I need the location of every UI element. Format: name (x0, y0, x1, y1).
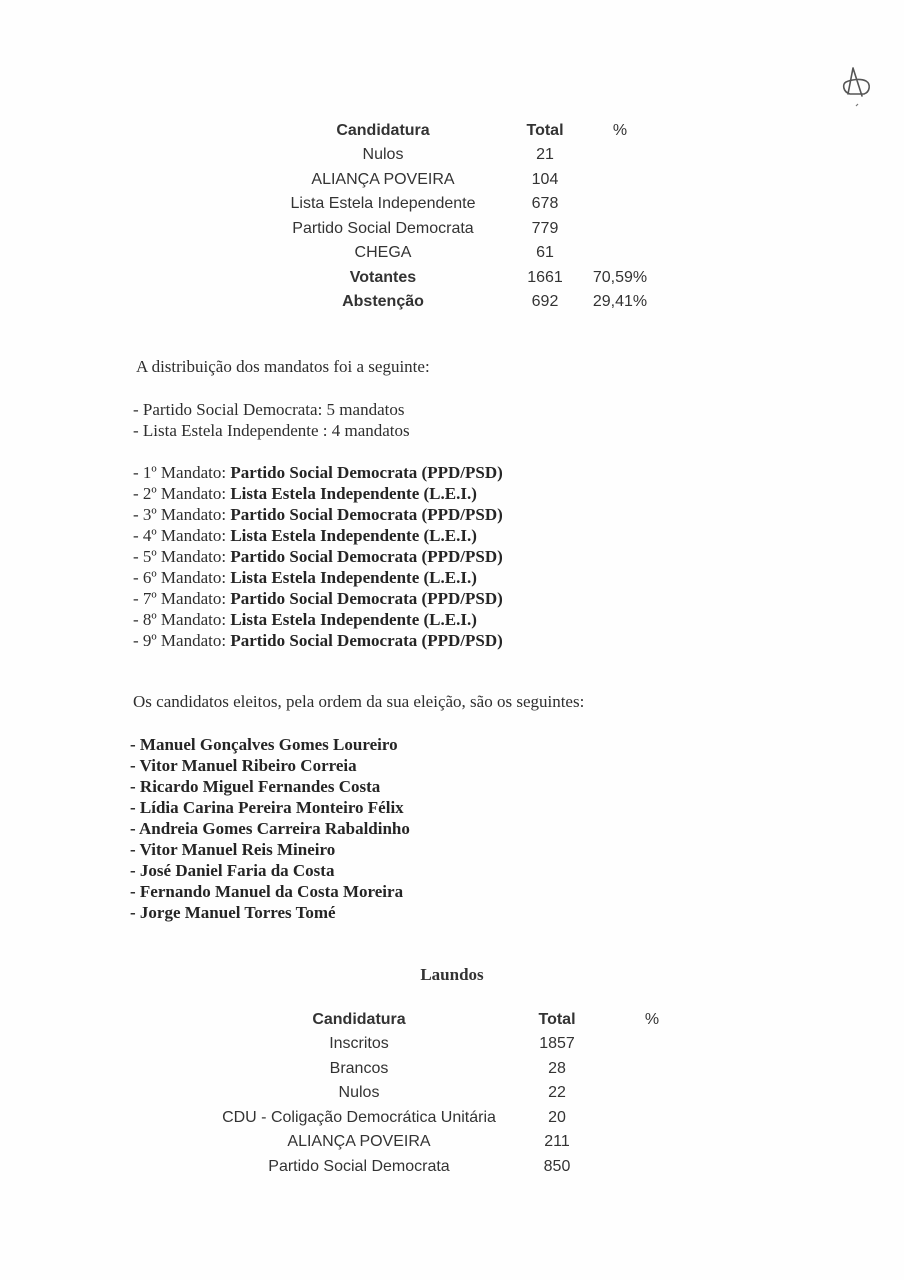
mandate-item (133, 546, 503, 567)
mandate-label: - 7º Mandato: (133, 589, 231, 608)
mandate-label: - 1º Mandato: (133, 463, 231, 482)
elected-name: - Vitor Manuel Ribeiro Correia (130, 756, 357, 775)
distribution-summary (133, 399, 410, 441)
row-percent: 70,59% (592, 269, 648, 286)
mandate-party: Partido Social Democrata (PPD/PSD) (230, 547, 503, 566)
row-name: Nulos (338, 1084, 380, 1101)
mandate-item (133, 525, 503, 546)
mandate-item (133, 630, 503, 651)
mandate-party: Partido Social Democrata (PPD/PSD) (230, 589, 503, 608)
header-candidatura: Candidatura (312, 1011, 406, 1028)
header-candidatura: Candidatura (336, 122, 430, 139)
elected-name: - Jorge Manuel Torres Tomé (130, 903, 336, 922)
row-name: Brancos (329, 1060, 389, 1077)
row-total: 1857 (539, 1035, 575, 1052)
elected-name: - José Daniel Faria da Costa (130, 861, 335, 880)
mandate-label: - 6º Mandato: (133, 568, 231, 587)
mandate-item (133, 504, 503, 525)
mandate-party: Lista Estela Independente (L.E.I.) (230, 568, 477, 587)
row-total: 850 (543, 1158, 571, 1175)
mandate-label: - 3º Mandato: (133, 505, 231, 524)
mandate-item (133, 567, 503, 588)
mandate-label: - 2º Mandato: (133, 484, 231, 503)
mandate-party: Partido Social Democrata (PPD/PSD) (230, 505, 503, 524)
mandate-list (133, 462, 503, 651)
section-title-laundos: Laundos (420, 965, 484, 984)
row-total: 21 (536, 146, 554, 163)
handwritten-initial-icon (840, 64, 874, 110)
row-name: Abstenção (342, 293, 424, 310)
row-total: 28 (548, 1060, 566, 1077)
elected-name: - Ricardo Miguel Fernandes Costa (130, 777, 381, 796)
mandate-party: Lista Estela Independente (L.E.I.) (230, 610, 477, 629)
header-total: Total (538, 1011, 576, 1028)
distribution-intro: A distribuição dos mandatos foi a seguinte: (136, 357, 430, 376)
elected-intro: Os candidatos eleitos, pela ordem da sua eleição, são os seguintes: (133, 692, 585, 711)
elected-name: - Andreia Gomes Carreira Rabaldinho (130, 819, 410, 838)
row-total: 1661 (527, 269, 563, 286)
mandate-party: Partido Social Democrata (PPD/PSD) (230, 463, 503, 482)
header-percent: % (644, 1011, 660, 1028)
header-total: Total (526, 122, 564, 139)
row-name: CDU - Coligação Democrática Unitária (222, 1109, 496, 1126)
row-name: Votantes (349, 269, 417, 286)
row-name: ALIANÇA POVEIRA (311, 171, 455, 188)
summary-item: - Lista Estela Independente : 4 mandatos (133, 421, 410, 440)
elected-name: - Manuel Gonçalves Gomes Loureiro (130, 735, 398, 754)
mandate-item (133, 588, 503, 609)
mandate-label: - 8º Mandato: (133, 610, 231, 629)
row-total: 779 (531, 220, 559, 237)
mandate-party: Lista Estela Independente (L.E.I.) (230, 484, 477, 503)
elected-name: - Lídia Carina Pereira Monteiro Félix (130, 798, 404, 817)
mandate-party: Lista Estela Independente (L.E.I.) (230, 526, 477, 545)
row-name: Nulos (362, 146, 404, 163)
mandate-label: - 9º Mandato: (133, 631, 231, 650)
mandate-label: - 5º Mandato: (133, 547, 231, 566)
elected-name: - Fernando Manuel da Costa Moreira (130, 882, 404, 901)
row-name: CHEGA (354, 244, 412, 261)
mandate-item (133, 609, 503, 630)
row-name: ALIANÇA POVEIRA (287, 1133, 431, 1150)
row-total: 104 (531, 171, 559, 188)
mandate-party: Partido Social Democrata (PPD/PSD) (230, 631, 503, 650)
mandate-item (133, 462, 503, 483)
row-name: Lista Estela Independente (290, 195, 476, 212)
row-percent: 29,41% (592, 293, 648, 310)
elected-name: - Vitor Manuel Reis Mineiro (130, 840, 336, 859)
row-total: 211 (544, 1133, 570, 1150)
row-total: 678 (531, 195, 559, 212)
mandate-label: - 4º Mandato: (133, 526, 231, 545)
summary-item: - Partido Social Democrata: 5 mandatos (133, 400, 405, 419)
row-name: Partido Social Democrata (268, 1158, 450, 1175)
header-percent: % (612, 122, 628, 139)
mandate-item (133, 483, 503, 504)
row-total: 22 (548, 1084, 566, 1101)
row-total: 20 (548, 1109, 566, 1126)
row-total: 692 (531, 293, 559, 310)
elected-list (130, 734, 410, 923)
row-total: 61 (536, 244, 554, 261)
row-name: Inscritos (329, 1035, 389, 1052)
row-name: Partido Social Democrata (292, 220, 474, 237)
